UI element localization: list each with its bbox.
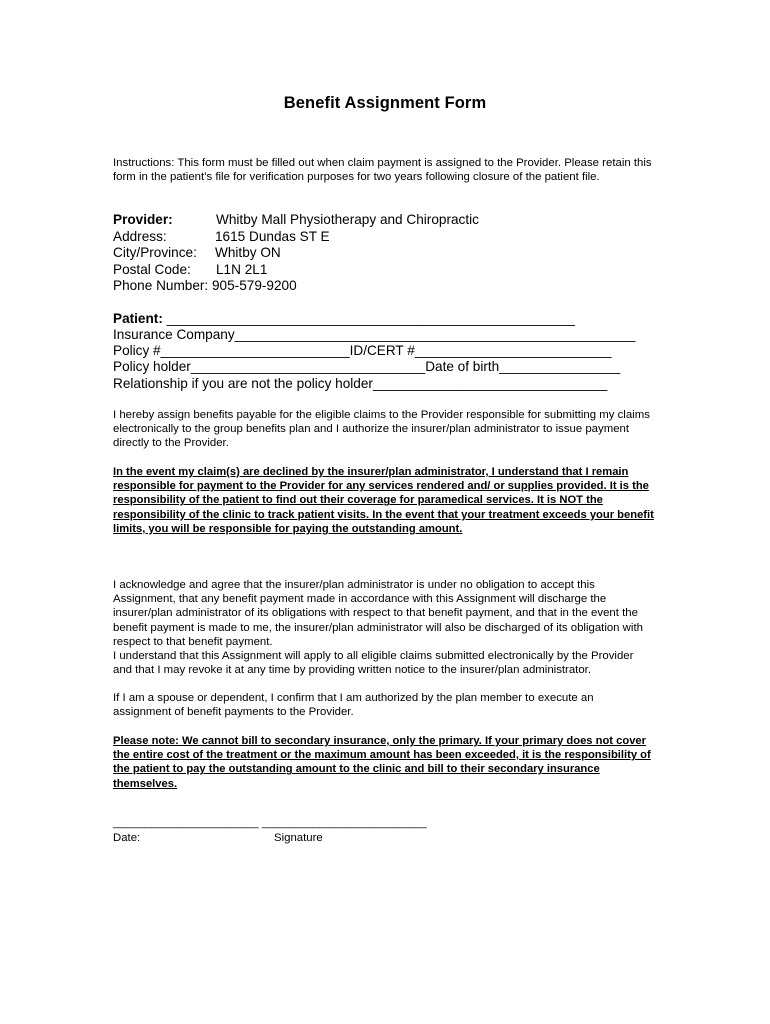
policy-number-line: Policy #_________________________ID/CERT #__________________________ [113,343,612,358]
understand-text: I understand that this Assignment will apply to all eligible claims submitted electronically by the Provider and that I may revoke it at any time by providing written notice to the insurer/plan administrator. [113,650,634,677]
date-label: Date: [113,832,141,844]
relationship-line: Relationship if you are not the policy holder_______________________________ [113,376,608,391]
phone-line [113,278,297,295]
policy-holder-line: Policy holder_______________________________Date of birth________________ [113,359,621,374]
postal-label: Postal Code: [113,262,191,277]
address-line [113,229,330,246]
phone-value: 905-579-9200 [212,278,297,293]
postal-line [113,262,267,279]
phone-label: Phone Number: [113,278,209,293]
declined-claims-notice: In the event my claim(s) are declined by the insurer/plan administrator, I understand that I remain responsible for payment to the Provider for any services rendered and/ or supplies provided. It is the responsibility of the patient to find out their coverage for paramedical services. It is NOT the responsibility of the clinic to track patient visits. In the event that your treatment exceeds your benefit limits, you will be responsible for paying the outstanding amount. [113,466,654,535]
postal-value: L1N 2L1 [216,262,268,277]
patient-blank: ______________________________________________________ [166,311,575,326]
provider-label: Provider: [113,212,173,227]
city-line [113,245,281,262]
signature-lines: _______________________ __________________________ [113,817,427,829]
insurance-company-line: Insurance Company_____________________________________________________ [113,327,636,342]
patient-line [113,311,575,328]
instructions-text: Instructions: This form must be filled out when claim payment is assigned to the Provider. Please retain this form in the patient’s file for verification purposes for two years following closure of the patient file. [113,157,652,184]
assign-benefits-text: I hereby assign benefits payable for the eligible claims to the Provider responsible for submitting my claims electronically to the group benefits plan and I authorize the insurer/plan administrator to issue payment directly to the Provider. [113,409,650,450]
acknowledge-text: I acknowledge and agree that the insurer/plan administrator is under no obligation to accept this Assignment, that any benefit payment made in accordance with this Assignment will discharge the insurer/plan administrator of its obligations with respect to that benefit payment, and that in the event the benefit payment is made to me, the insurer/plan administrator will also be discharged of its obligation with respect to that benefit payment. [113,579,643,648]
page-title: Benefit Assignment Form [283,94,487,112]
signature-label: Signature [274,832,323,844]
address-label: Address: [113,229,167,244]
spouse-dependent-text: If I am a spouse or dependent, I confirm that I am authorized by the plan member to execute an assignment of benefit payments to the Provider. [113,692,594,719]
city-value: Whitby ON [215,245,281,260]
patient-label: Patient: [113,311,163,326]
provider-line [113,212,479,229]
address-value: 1615 Dundas ST E [215,229,330,244]
city-label: City/Province: [113,245,197,260]
secondary-insurance-notice: Please note: We cannot bill to secondary insurance, only the primary. If your primary does not cover the entire cost of the treatment or the maximum amount has been exceeded, it is the responsibility of the patient to pay the outstanding amount to the clinic and bill to their secondary insurance themselves. [113,735,651,790]
provider-value: Whitby Mall Physiotherapy and Chiropractic [216,212,479,227]
